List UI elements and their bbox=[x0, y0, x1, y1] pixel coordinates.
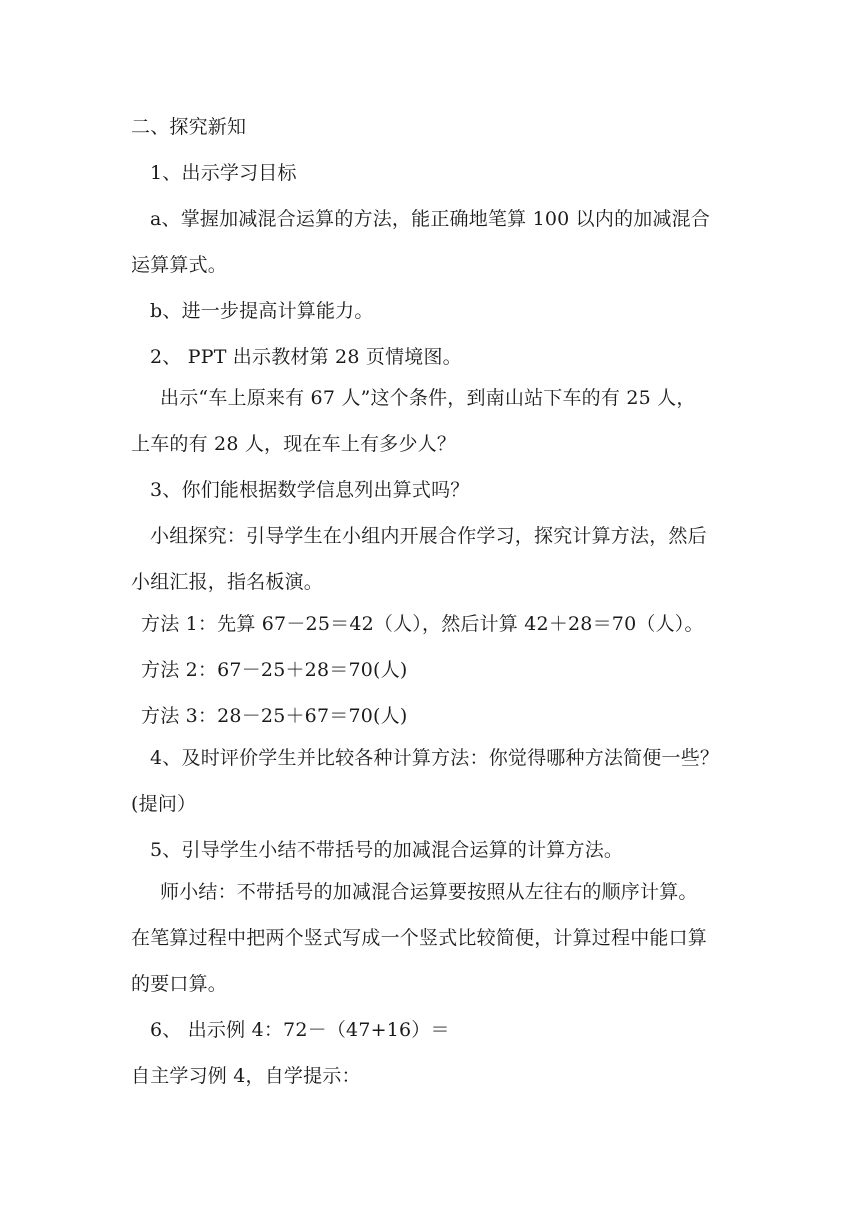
item-6-title: 6、 出示例 4：72－（47+16）＝ bbox=[150, 1019, 450, 1041]
self-study-prompt: 自主学习例 4，自学提示： bbox=[131, 1065, 361, 1087]
method-1: 方法 1：先算 67－25＝42（人），然后计算 42＋28＝70（人）。 bbox=[141, 613, 704, 635]
scenario-line-1: 出示“车上原来有 67 人”这个条件，到南山站下车的有 25 人， bbox=[160, 387, 696, 409]
summary-line-2: 在笔算过程中把两个竖式写成一个竖式比较简便，计算过程中能口算 bbox=[131, 927, 708, 949]
group-study-line-1: 小组探究：引导学生在小组内开展合作学习，探究计算方法，然后 bbox=[150, 525, 707, 547]
method-2: 方法 2：67－25＋28＝70(人) bbox=[141, 659, 408, 681]
item-1-title: 1、出示学习目标 bbox=[150, 162, 297, 184]
summary-line-1: 师小结：不带括号的加减混合运算要按照从左往右的顺序计算。 bbox=[160, 881, 698, 903]
goal-a-line-2: 运算算式。 bbox=[131, 254, 228, 276]
item-4-line-2: (提问） bbox=[131, 793, 197, 815]
item-5-title: 5、引导学生小结不带括号的加减混合运算的计算方法。 bbox=[150, 839, 624, 861]
goal-b: b、进一步提高计算能力。 bbox=[150, 300, 374, 322]
item-4-line-1: 4、及时评价学生并比较各种计算方法：你觉得哪种方法简便一些？ bbox=[150, 747, 720, 769]
item-3-title: 3、你们能根据数学信息列出算式吗？ bbox=[150, 479, 470, 501]
item-2-title: 2、 PPT 出示教材第 28 页情境图。 bbox=[150, 346, 462, 368]
summary-line-3: 的要口算。 bbox=[131, 973, 228, 995]
method-3: 方法 3：28－25＋67＝70(人) bbox=[141, 705, 408, 727]
group-study-line-2: 小组汇报，指名板演。 bbox=[131, 571, 324, 593]
section-heading: 二、探究新知 bbox=[131, 116, 247, 138]
goal-a-line-1: a、掌握加减混合运算的方法，能正确地笔算 100 以内的加减混合 bbox=[150, 208, 711, 230]
scenario-line-2: 上车的有 28 人，现在车上有多少人？ bbox=[131, 433, 457, 455]
